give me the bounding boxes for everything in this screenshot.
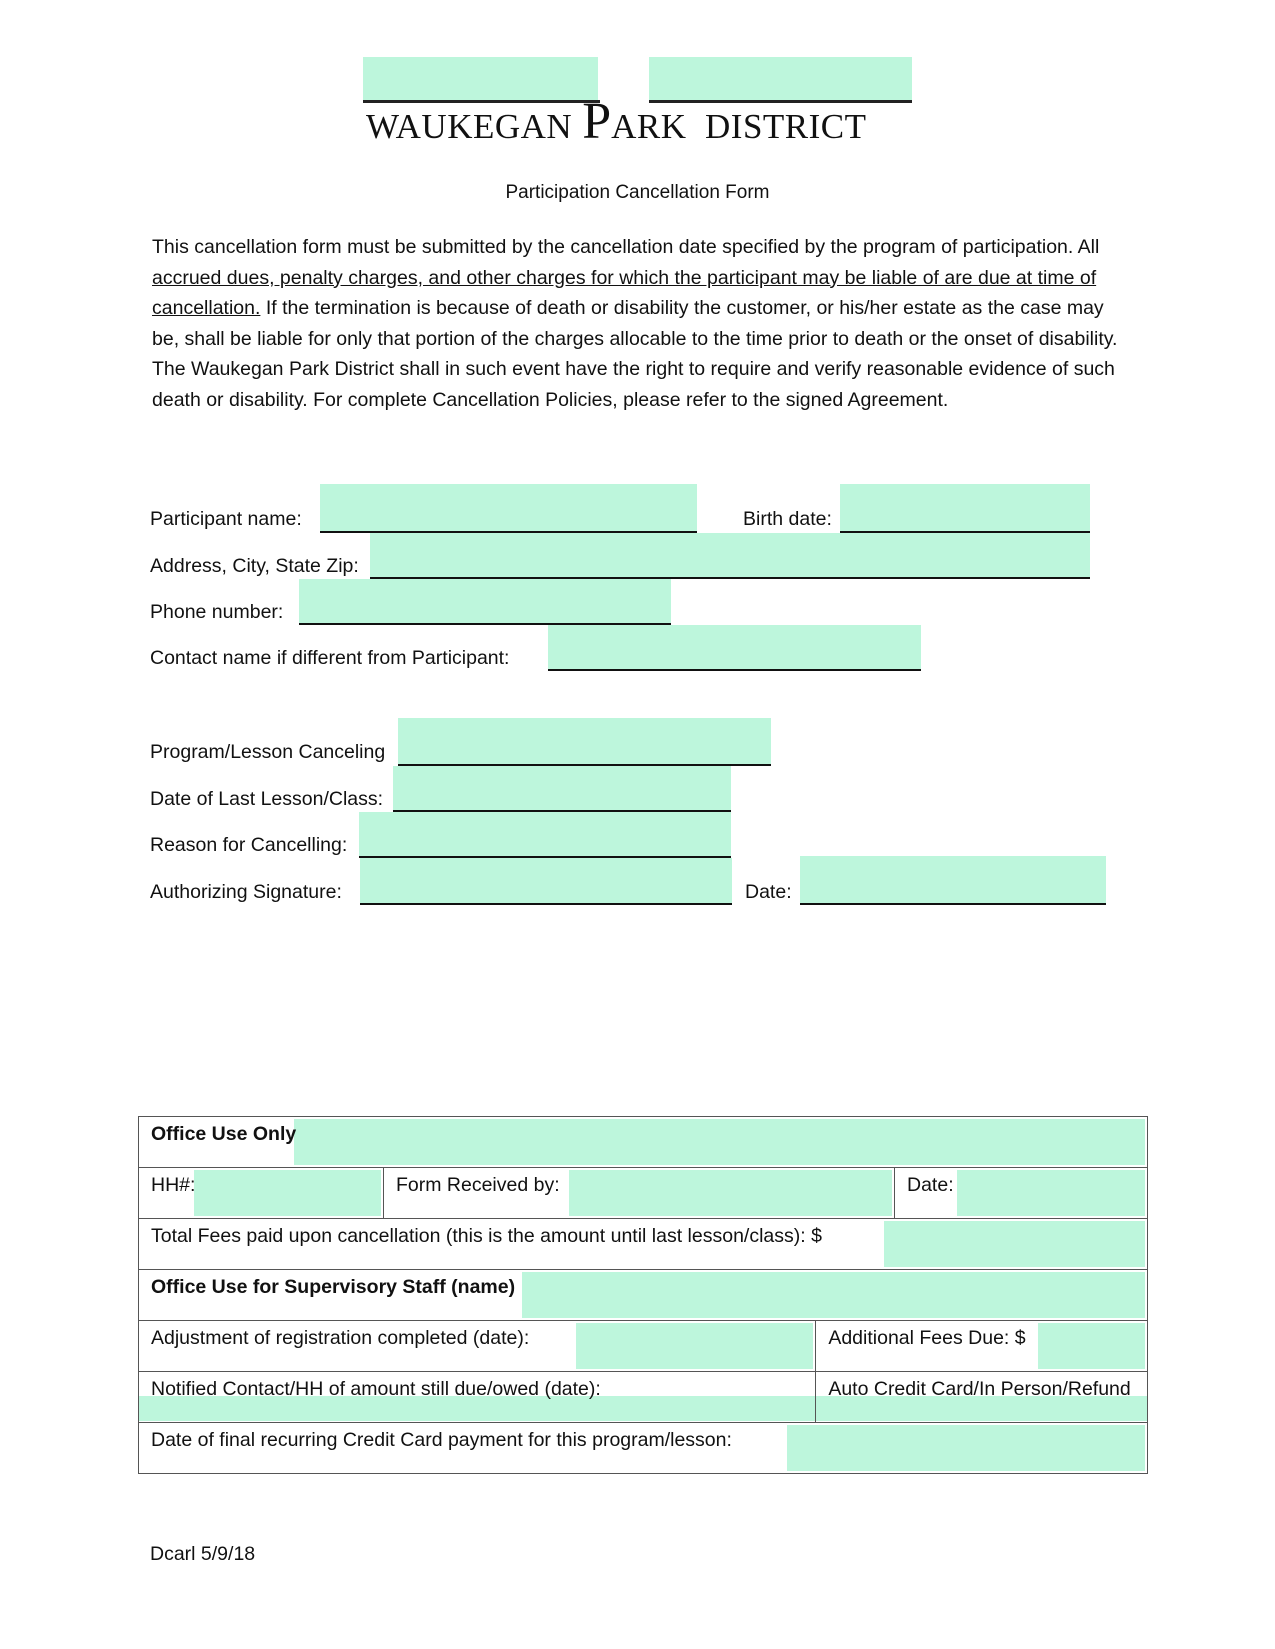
hh-cell: [139, 1168, 384, 1219]
adjustment-label: Adjustment of registration completed (date):: [151, 1327, 530, 1349]
signature-date-underline: [800, 903, 1106, 905]
payment-method-label: Auto Credit Card/In Person/Refund: [828, 1378, 1131, 1400]
address-label: Address, City, State Zip:: [150, 555, 359, 577]
office-hh-row: [139, 1168, 1148, 1219]
contact-name-input[interactable]: [548, 625, 921, 670]
adjustment-row: [139, 1321, 1148, 1372]
signature-underline: [360, 903, 732, 905]
intro-paragraph: [152, 232, 1127, 415]
additional-fees-input[interactable]: [1038, 1323, 1145, 1369]
received-by-cell: [384, 1168, 895, 1219]
additional-fees-cell: [816, 1321, 1148, 1372]
birth-date-input[interactable]: [840, 484, 1090, 532]
final-payment-input[interactable]: [787, 1425, 1145, 1471]
logo-wordmark: [366, 92, 867, 150]
address-input[interactable]: [370, 533, 1090, 578]
total-fees-label: Total Fees paid upon cancellation (this is the amount until last lesson/class): $: [151, 1225, 822, 1247]
office-date-cell: [895, 1168, 1148, 1219]
notified-cell: [139, 1372, 816, 1423]
final-payment-label: Date of final recurring Credit Card payment for this program/lesson:: [151, 1429, 732, 1451]
total-fees-row: [139, 1219, 1148, 1270]
intro-text-2: If the termination is because of death or disability the customer, or his/her estate as the case may be, shall be liable for only that portion of the charges allocable to the time prior to death or the onset of disability. The Waukegan Park District shall in such event have the right to require and verify reasonable evidence of such death or disability. For complete Cancellation Policies, please refer to the signed Agreement.: [152, 297, 1118, 411]
signature-date-input[interactable]: [800, 856, 1106, 904]
form-title: Participation Cancellation Form: [505, 182, 770, 203]
total-fees-cell: [139, 1219, 1148, 1270]
intro-text-1: This cancellation form must be submitted by the cancellation date specified by the program of participation. All: [152, 236, 1100, 258]
logo-big-p: P: [582, 93, 612, 150]
payment-method-cell: [816, 1372, 1148, 1423]
total-fees-input[interactable]: [884, 1221, 1145, 1267]
office-header-row: [139, 1117, 1148, 1168]
program-label: Program/Lesson Canceling: [150, 741, 386, 763]
received-by-input[interactable]: [569, 1170, 892, 1216]
logo-word-waukegan: WAUKEGAN: [366, 107, 573, 146]
birth-date-label: Birth date:: [743, 508, 832, 530]
office-header-input[interactable]: [294, 1119, 1145, 1165]
contact-name-underline: [548, 669, 921, 671]
program-input[interactable]: [398, 718, 771, 765]
final-payment-cell: [139, 1423, 1148, 1474]
received-by-label: Form Received by:: [396, 1174, 560, 1196]
office-date-input[interactable]: [957, 1170, 1145, 1216]
participant-name-label: Participant name:: [150, 508, 302, 530]
hh-input[interactable]: [194, 1170, 381, 1216]
logo-word-park-district: ARK DISTRICT: [611, 107, 867, 146]
office-header-label: Office Use Only: [151, 1123, 297, 1145]
supervisory-cell: [139, 1270, 1148, 1321]
notified-row: [139, 1372, 1148, 1423]
reason-label: Reason for Cancelling:: [150, 834, 348, 856]
phone-input[interactable]: [299, 579, 671, 624]
phone-label: Phone number:: [150, 601, 284, 623]
final-payment-row: [139, 1423, 1148, 1474]
last-lesson-date-label: Date of Last Lesson/Class:: [150, 788, 384, 810]
signature-label: Authorizing Signature:: [150, 881, 342, 903]
adjustment-input[interactable]: [576, 1323, 813, 1369]
last-lesson-date-input[interactable]: [393, 766, 731, 811]
signature-input[interactable]: [360, 858, 732, 904]
supervisory-label: Office Use for Supervisory Staff (name): [151, 1276, 516, 1298]
notified-label: Notified Contact/HH of amount still due/owed (date):: [151, 1378, 601, 1400]
reason-input[interactable]: [359, 812, 731, 857]
supervisory-row: [139, 1270, 1148, 1321]
contact-name-label: Contact name if different from Participant:: [150, 647, 510, 669]
office-date-label: Date:: [907, 1174, 954, 1196]
signature-date-label: Date:: [745, 881, 792, 903]
adjustment-cell: [139, 1321, 816, 1372]
footer-revision: Dcarl 5/9/18: [150, 1543, 256, 1565]
additional-fees-label: Additional Fees Due: $: [828, 1327, 1026, 1349]
office-use-table: [138, 1116, 1148, 1474]
intro-underlined-text: accrued dues, penalty charges, and other charges for which the participant may be liable of are due at time of cancellation.: [152, 266, 1097, 319]
supervisory-input[interactable]: [522, 1272, 1145, 1318]
participant-name-input[interactable]: [320, 484, 697, 532]
office-header-cell: [139, 1117, 1148, 1168]
hh-label: HH#:: [151, 1174, 196, 1196]
